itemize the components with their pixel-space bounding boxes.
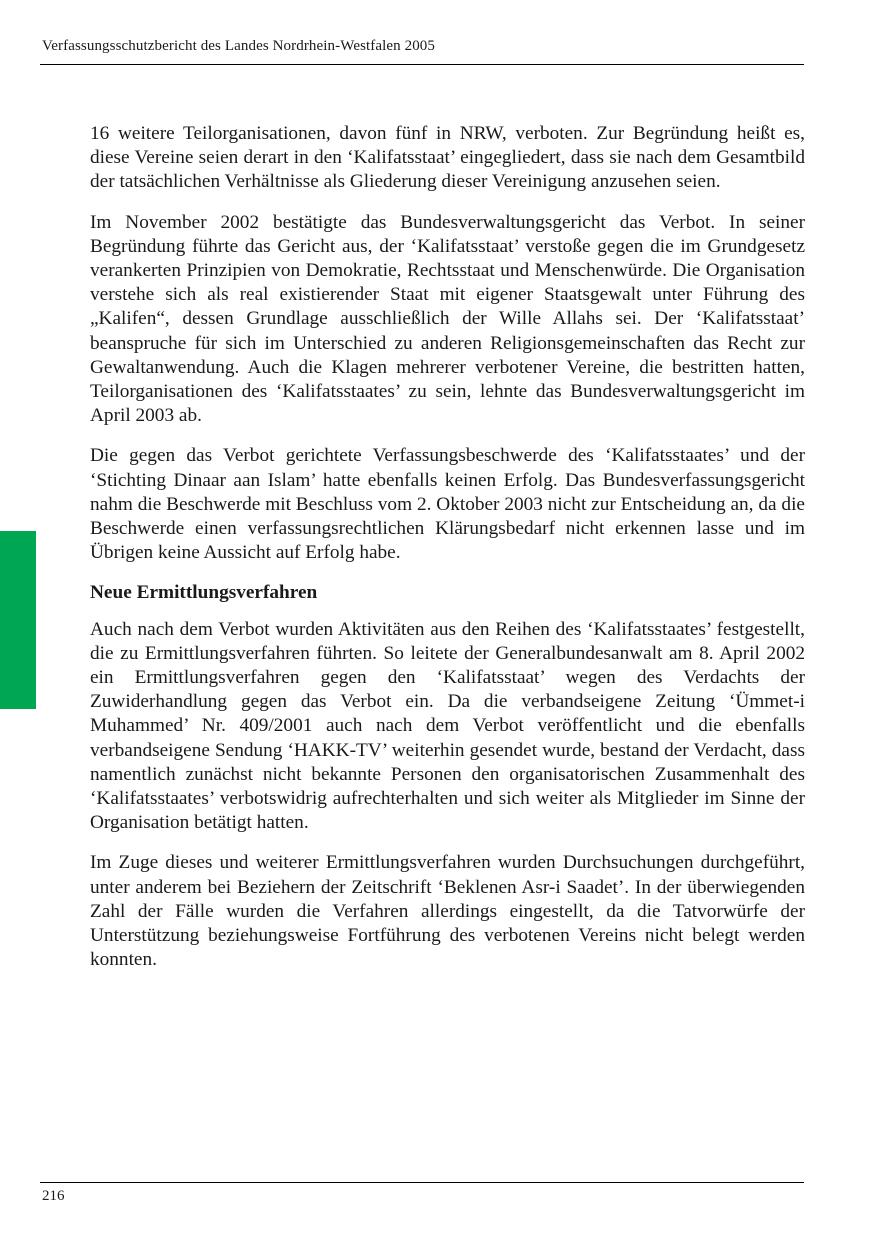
paragraph-1: 16 weitere Teilorganisationen, davon fünf in NRW, verboten. Zur Begründung heißt es, diese Vereine seien derart in den ‘Kalifatsstaat’ eingegliedert, dass sie nach dem Gesamtbild der tatsächlichen Verhältnisse als Gliederung dieser Vereinigung anzusehen seien. xyxy=(90,123,805,193)
footer-rule xyxy=(40,1182,804,1183)
section-paragraph-2: Im Zuge dieses und weiterer Ermittlungsverfahren wurden Durchsuchungen durchgeführt, unter anderem bei Beziehern der Zeitschrift ‘Beklenen Asr-i Saadet’. In der überwiegenden Zahl der Fälle wurden die Verfahren allerdings eingestellt, da die Tatvorwürfe der Unterstützung beziehungsweise Fortführung des verbotenen Vereins nicht belegt werden konnten. xyxy=(90,852,805,971)
paragraph-2: Im November 2002 bestätigte das Bundesverwaltungsgericht das Verbot. In seiner Begründung führte das Gericht aus, der ‘Kalifatsstaat’ verstoße gegen die im Grundgesetz verankerten Prinzipien von Demokratie, Rechtsstaat und Menschenwürde. Die Organisation verstehe sich als real existierender Staat mit eigener Staatsgewalt unter Führung des „Kalifen“, dessen Grundlage ausschließlich der Wille Allahs sei. Der ‘Kalifatsstaat’ beanspruche für sich im Unterschied zu anderen Religionsgemeinschaften das Recht zur Gewaltanwendung. Auch die Klagen mehrerer verbotener Vereine, die bestritten hatten, Teilorganisationen des ‘Kalifatsstaates’ zu sein, lehnte das Bundesverwaltungsgericht im April 2003 ab. xyxy=(90,211,805,427)
page-body xyxy=(90,122,805,989)
paragraph-3: Die gegen das Verbot gerichtete Verfassungsbeschwerde des ‘Kalifatsstaates’ und der ‘Stichting Dinaar aan Islam’ hatte ebenfalls keinen Erfolg. Das Bundesverfassungsgericht nahm die Beschwerde mit Beschluss vom 2. Oktober 2003 nicht zur Entscheidung an, da die Beschwerde einen verfassungsrechtlichen Klärungsbedarf nicht erkennen lasse und im Übrigen keine Aussicht auf Erfolg habe. xyxy=(90,445,805,564)
section-paragraph-1: Auch nach dem Verbot wurden Aktivitäten aus den Reihen des ‘Kalifatsstaates’ festgestellt, die zu Ermittlungsverfahren führten. So leitete der Generalbundesanwalt am 8. April 2002 ein Ermittlungsverfahren gegen den ‘Kalifatsstaat’ wegen des Verdachts der Zuwiderhandlung gegen das Verbot ein. Da die verbandseigene Zeitung ‘Ümmet-i Muhammed’ Nr. 409/2001 auch nach dem Verbot veröffentlicht und die ebenfalls verbandseigene Sendung ‘HAKK-TV’ weiterhin gesendet wurde, bestand der Verdacht, dass namentlich zunächst nicht bekannte Personen den organisatorischen Zusammenhalt des ‘Kalifatsstaates’ verbotswidrig aufrechterhalten und sich weiter als Mitglieder im Sinne der Organisation betätigt hatten. xyxy=(90,618,805,834)
header-rule xyxy=(40,64,804,65)
page-number: 216 xyxy=(42,1188,65,1204)
running-header-title: Verfassungsschutzbericht des Landes Nordrhein-Westfalen 2005 xyxy=(42,38,436,54)
section-heading: Neue Ermittlungsverfahren xyxy=(90,582,318,604)
chapter-tab-marker xyxy=(0,531,36,709)
